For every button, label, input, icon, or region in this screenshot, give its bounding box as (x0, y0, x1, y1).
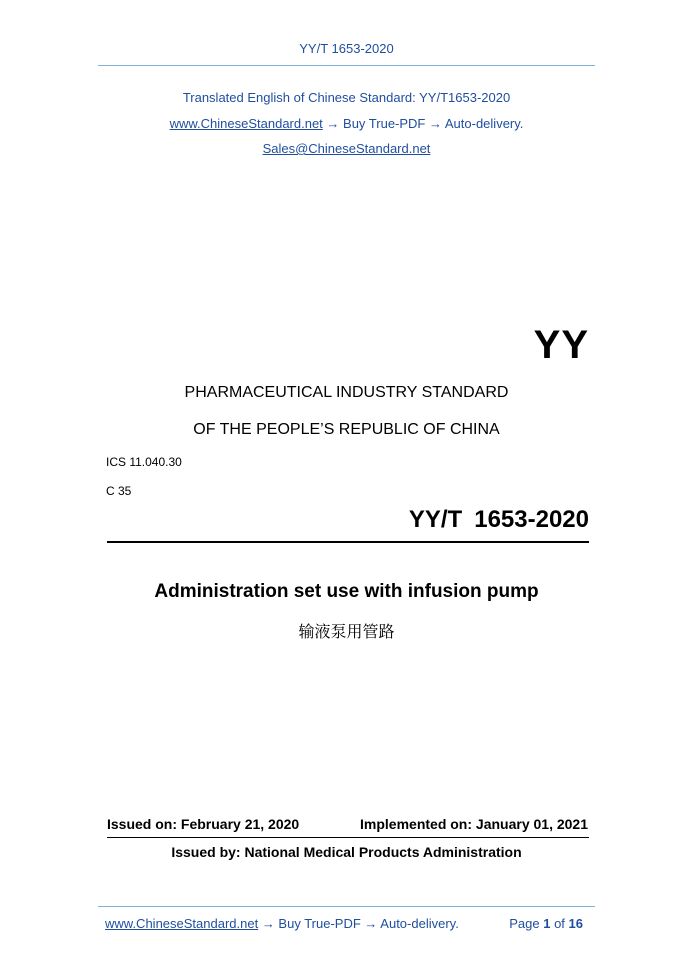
document-title-chinese: 输液泵用管路 (298, 622, 395, 641)
page-total: 16 (568, 916, 583, 931)
org-title-line-2: OF THE PEOPLE’S REPUBLIC OF CHINA (193, 421, 500, 438)
buy-text: → Buy True-PDF → Auto-delivery. (322, 116, 524, 131)
issued-date: Issued on: February 21, 2020 (107, 816, 300, 832)
issuing-authority: Issued by: National Medical Products Administration (171, 844, 522, 860)
sales-line (0, 141, 693, 156)
page-indicator (509, 916, 583, 931)
standard-prefix: YY/T (408, 506, 463, 533)
page-of: of (554, 916, 565, 931)
page-current: 1 (543, 916, 551, 931)
footer-site-link[interactable]: www.ChineseStandard.net (105, 916, 259, 931)
footer-buy-line (105, 916, 459, 931)
running-header: YY/T 1653-2020 (299, 41, 394, 56)
issue-divider (107, 837, 589, 838)
org-title-line-1: PHARMACEUTICAL INDUSTRY STANDARD (184, 384, 509, 401)
buy-line (0, 116, 693, 131)
site-link[interactable]: www.ChineseStandard.net (169, 116, 323, 131)
sales-email-link[interactable]: Sales@ChineseStandard.net (262, 141, 431, 156)
page-label: Page (509, 916, 540, 931)
document-title: Administration set use with infusion pump (154, 581, 539, 602)
ics-code: ICS 11.040.30 (106, 455, 182, 469)
translation-notice: Translated English of Chinese Standard: YY/T1653-2020 (182, 90, 511, 105)
header-divider (98, 65, 595, 66)
standard-number-rule (107, 541, 589, 543)
ccs-code: C 35 (106, 484, 132, 498)
standard-mark: YY (533, 323, 589, 367)
footer-buy-text: → Buy True-PDF → Auto-delivery. (258, 916, 459, 931)
implemented-date: Implemented on: January 01, 2021 (360, 816, 588, 832)
footer-divider (98, 906, 595, 907)
standard-code: 1653-2020 (474, 506, 589, 533)
standard-number (409, 506, 589, 534)
